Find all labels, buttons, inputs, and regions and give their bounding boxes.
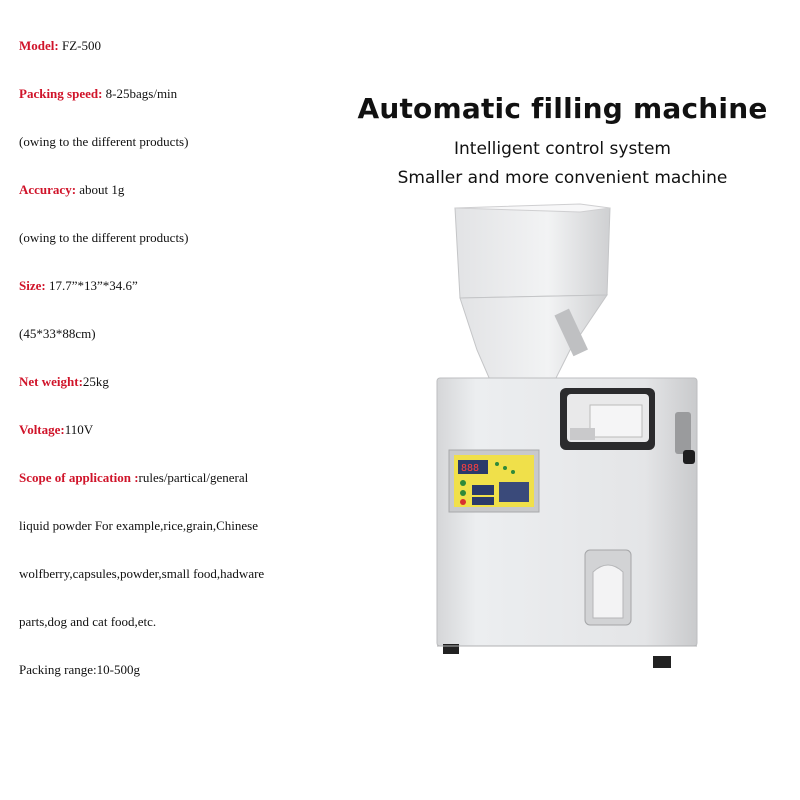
svg-text:888: 888 [461,463,480,474]
spec-model [19,38,101,54]
spec-voltage [19,422,93,438]
spec-scope [19,470,248,486]
spec-net-weight-label: Net weight: [19,374,83,389]
hopper-top [455,208,610,298]
side-handle [675,412,691,454]
spec-size [19,278,138,294]
headline-title: Automatic filling machine [357,92,768,125]
spec-voltage-value: 110V [64,422,94,437]
display-bottom [472,485,494,495]
spec-net-weight-value: 25kg [82,374,109,389]
spec-net-weight [19,374,109,390]
spec-packing-speed [19,86,177,102]
spec-packing-speed-value: 8-25bags/min [102,86,178,101]
headline-subtitle-1: Intelligent control system [454,139,671,159]
spec-size-metric: (45*33*88cm) [19,326,96,341]
filling-machine-image [425,200,715,680]
spec-packing-speed-label: Packing speed: [19,86,103,101]
spec-scope-line2: liquid powder For example,rice,grain,Chinese [19,518,258,533]
spec-model-value: FZ-500 [58,38,101,53]
spec-scope-value: rules/partical/general [138,470,249,485]
spec-accuracy-label: Accuracy: [19,182,77,197]
spec-voltage-label: Voltage: [19,422,65,437]
spec-accuracy [19,182,124,198]
hopper-funnel [460,295,607,380]
headline-subtitle-2: Smaller and more convenient machine [397,168,728,188]
spec-packing-range: Packing range:10-500g [19,662,140,677]
spec-scope-label: Scope of application : [19,470,139,485]
spec-size-value: 17.7”*13”*34.6” [45,278,138,293]
spec-model-label: Model: [19,38,59,53]
spec-size-label: Size: [19,278,46,293]
spec-accuracy-value: about 1g [76,182,125,197]
spec-accuracy-note: (owing to the different products) [19,230,189,245]
spec-scope-line4: parts,dog and cat food,etc. [19,614,157,629]
foot-right [653,656,671,668]
spec-speed-note: (owing to the different products) [19,134,189,149]
spec-scope-line3: wolfberry,capsules,powder,small food,hadware [19,566,265,581]
